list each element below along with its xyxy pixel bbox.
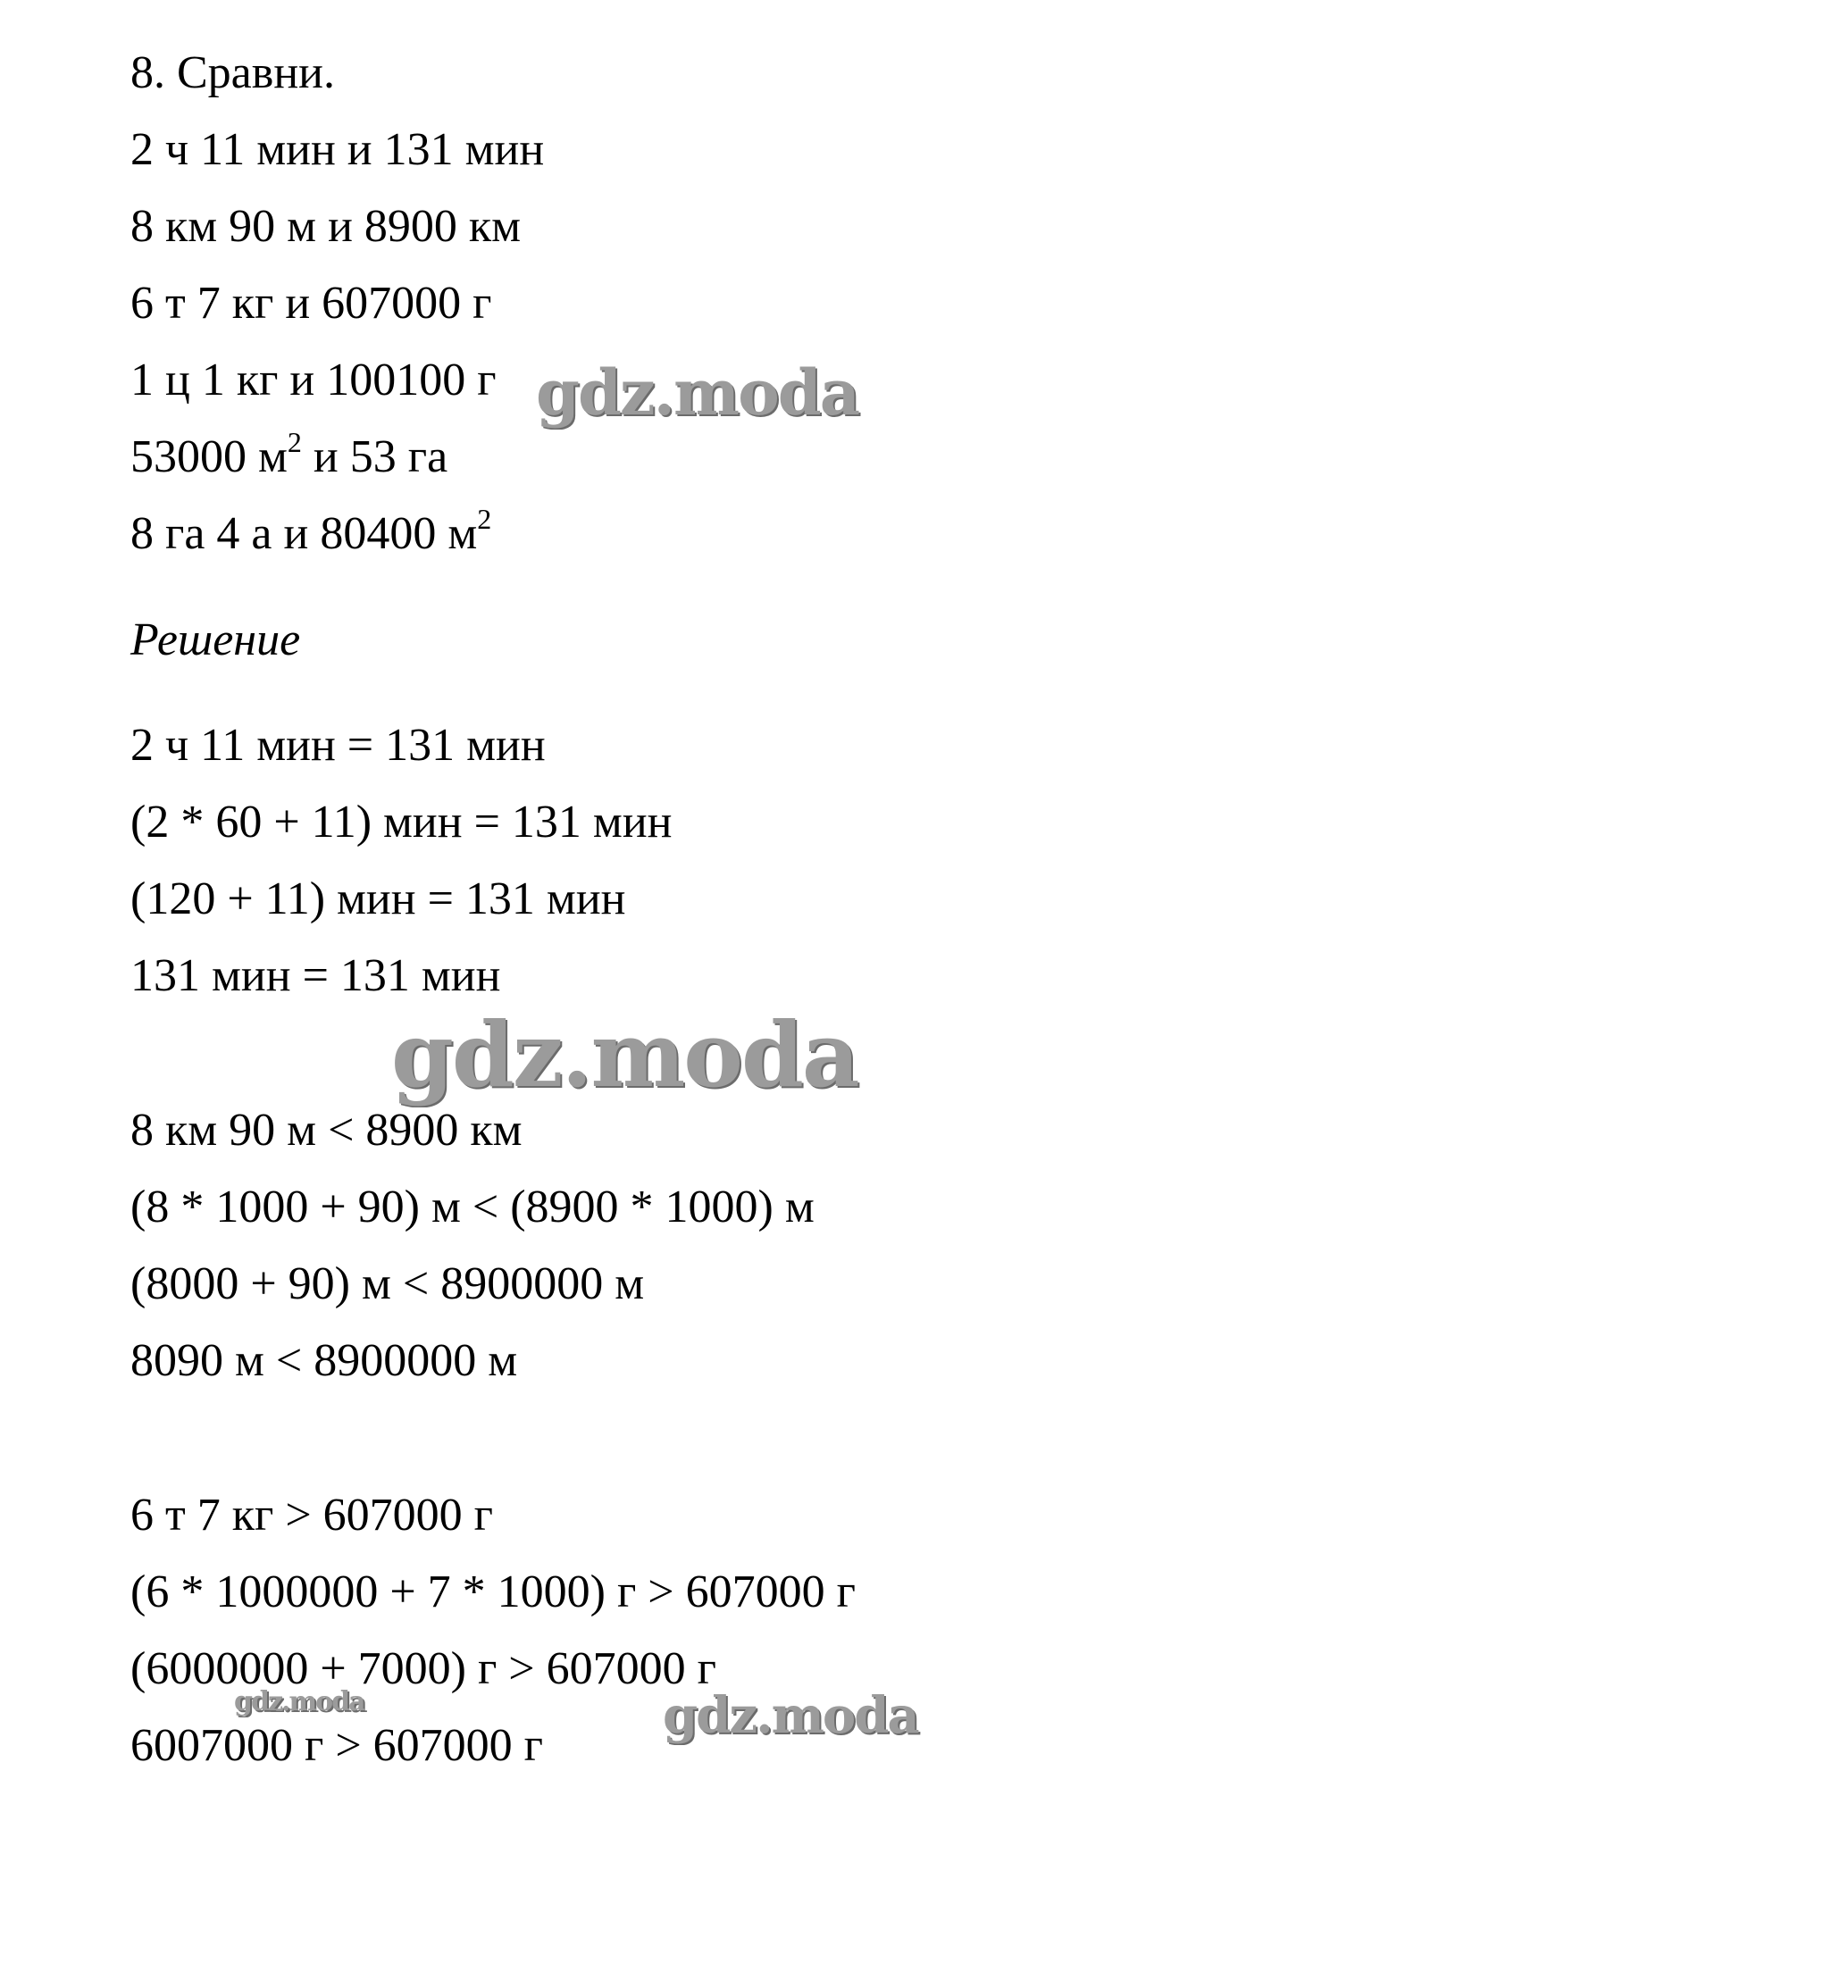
solution-line: 6007000 г > 607000 г [130,1720,543,1771]
solution-line: (2 * 60 + 11) мин = 131 мин [130,797,673,848]
solution-line: (8 * 1000 + 90) м < (8900 * 1000) м [130,1182,815,1232]
solution-line: 8 км 90 м < 8900 км [130,1105,523,1156]
task-item-5-text: 53000 м [130,431,288,482]
task-item-3: 6 т 7 кг и 607000 г [130,278,492,329]
solution-line: 8090 м < 8900000 м [130,1335,518,1386]
solution-line: (120 + 11) мин = 131 мин [130,873,626,924]
watermark: gdz.moda [663,1686,918,1745]
solution-line: 6 т 7 кг > 607000 г [130,1490,493,1541]
task-item-6-text: 8 га 4 а и 80400 м [130,508,478,559]
solution-line: (8000 + 90) м < 8900000 м [130,1258,645,1309]
task-item-5-tail: и 53 га [301,431,448,482]
task-title: 8. Сравни. [130,47,335,98]
watermark: gdz.moda [536,355,859,430]
solution-line: (6 * 1000000 + 7 * 1000) г > 607000 г [130,1566,856,1617]
superscript: 2 [477,502,492,535]
task-item-2: 8 км 90 м и 8900 км [130,201,522,252]
solution-heading: Решение [130,614,301,665]
task-item-6 [130,502,492,561]
watermark: gdz.moda [391,1002,858,1107]
superscript: 2 [287,425,302,458]
solution-line: 2 ч 11 мин = 131 мин [130,720,546,771]
task-item-4: 1 ц 1 кг и 100100 г [130,355,497,405]
task-item-5 [130,425,448,484]
solution-line: 131 мин = 131 мин [130,950,501,1001]
watermark: gdz.moda [234,1686,364,1717]
solution-line: (6000000 + 7000) г > 607000 г [130,1643,716,1694]
task-item-1: 2 ч 11 мин и 131 мин [130,124,545,175]
